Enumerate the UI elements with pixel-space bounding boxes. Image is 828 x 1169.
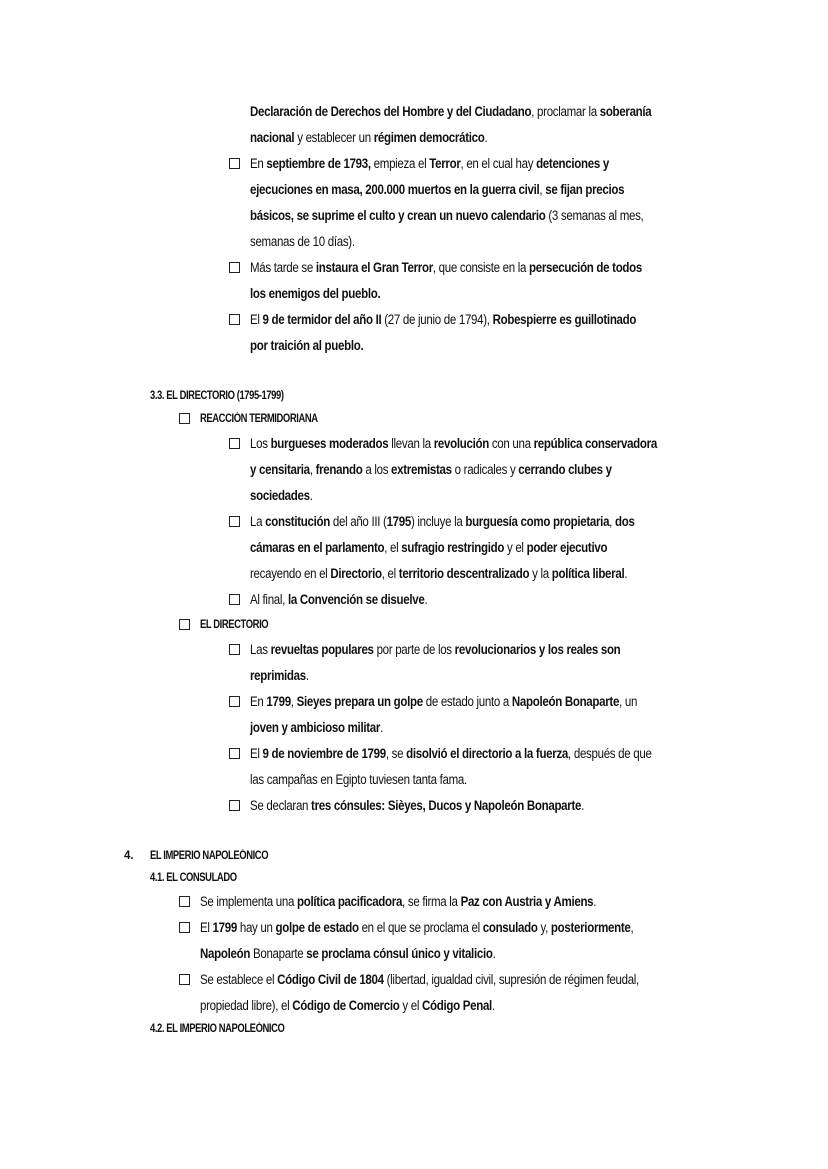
text-line: ejecuciones en masa, 200.000 muertos en la guerra civil, se fijan precios <box>250 182 625 197</box>
subsection-heading: EL DIRECTORIO <box>200 619 269 631</box>
checkbox[interactable] <box>229 438 240 449</box>
text-line: Las revueltas populares por parte de los revolucionarios y los reales son <box>250 642 621 657</box>
text-line: El 1799 hay un golpe de estado en el que se proclama el consulado y, posteriormente, <box>200 920 634 935</box>
checkbox[interactable] <box>229 158 240 169</box>
text-line: las campañas en Egipto tuviesen tanta fama. <box>250 772 467 787</box>
section-heading-4-2: 4.2. EL IMPERIO NAPOLEÓNICO <box>150 1023 285 1035</box>
checkbox[interactable] <box>229 748 240 759</box>
text-line: nacional y establecer un régimen democrático. <box>250 130 488 145</box>
text-line: cámaras en el parlamento, el sufragio restringido y el poder ejecutivo <box>250 540 608 555</box>
text-line: Se declaran tres cónsules: Sièyes, Ducos y Napoleón Bonaparte. <box>250 798 585 813</box>
text-line: Declaración de Derechos del Hombre y del Ciudadano, proclamar la soberanía <box>250 104 652 119</box>
checkbox[interactable] <box>179 974 190 985</box>
checkbox[interactable] <box>229 594 240 605</box>
checkbox[interactable] <box>229 314 240 325</box>
text-line: sociedades. <box>250 488 313 503</box>
text-line: propiedad libre), el Código de Comercio y el Código Penal. <box>200 998 495 1013</box>
text-line: los enemigos del pueblo. <box>250 286 381 301</box>
text-line: Se implementa una política pacificadora, se firma la Paz con Austria y Amiens. <box>200 894 597 909</box>
text-line: joven y ambicioso militar. <box>250 720 383 735</box>
text-line: Más tarde se instaura el Gran Terror, que consiste en la persecución de todos <box>250 260 643 275</box>
text-line: El 9 de termidor del año II (27 de junio de 1794), Robespierre es guillotinado <box>250 312 637 327</box>
text-line: Se establece el Código Civil de 1804 (libertad, igualdad civil, supresión de régimen feudal, <box>200 972 639 987</box>
text-line: En septiembre de 1793, empieza el Terror, en el cual hay detenciones y <box>250 156 609 171</box>
text-line: básicos, se suprime el culto y crean un nuevo calendario (3 semanas al mes, <box>250 208 644 223</box>
text-line: La constitución del año III (1795) incluye la burguesía como propietaria, dos <box>250 514 635 529</box>
text-line: Al final, la Convención se disuelve. <box>250 592 428 607</box>
checkbox[interactable] <box>179 413 190 424</box>
section-heading-4: EL IMPERIO NAPOLEÓNICO <box>150 850 269 862</box>
section-heading-4-1: 4.1. EL CONSULADO <box>150 872 237 884</box>
text-line: por traición al pueblo. <box>250 338 364 353</box>
text-line: recayendo en el Directorio, el territorio descentralizado y la política liberal. <box>250 566 628 581</box>
text-line: El 9 de noviembre de 1799, se disolvió el directorio a la fuerza, después de que <box>250 746 652 761</box>
subsection-heading: REACCIÓN TERMIDORIANA <box>200 413 318 425</box>
checkbox[interactable] <box>229 644 240 655</box>
checkbox[interactable] <box>179 896 190 907</box>
checkbox[interactable] <box>229 516 240 527</box>
text-line: reprimidas. <box>250 668 309 683</box>
checkbox[interactable] <box>229 262 240 273</box>
section-heading-3-3: 3.3. EL DIRECTORIO (1795-1799) <box>150 390 284 402</box>
checkbox[interactable] <box>179 619 190 630</box>
checkbox[interactable] <box>179 922 190 933</box>
text-line: semanas de 10 días). <box>250 234 355 249</box>
section-number: 4. <box>124 850 134 862</box>
checkbox[interactable] <box>229 696 240 707</box>
text-line: y censitaria, frenando a los extremistas o radicales y cerrando clubes y <box>250 462 612 477</box>
checkbox[interactable] <box>229 800 240 811</box>
text-line: En 1799, Sieyes prepara un golpe de estado junto a Napoleón Bonaparte, un <box>250 694 638 709</box>
text-line: Los burgueses moderados llevan la revolución con una república conservadora <box>250 436 657 451</box>
text-line: Napoleón Bonaparte se proclama cónsul único y vitalicio. <box>200 946 496 961</box>
